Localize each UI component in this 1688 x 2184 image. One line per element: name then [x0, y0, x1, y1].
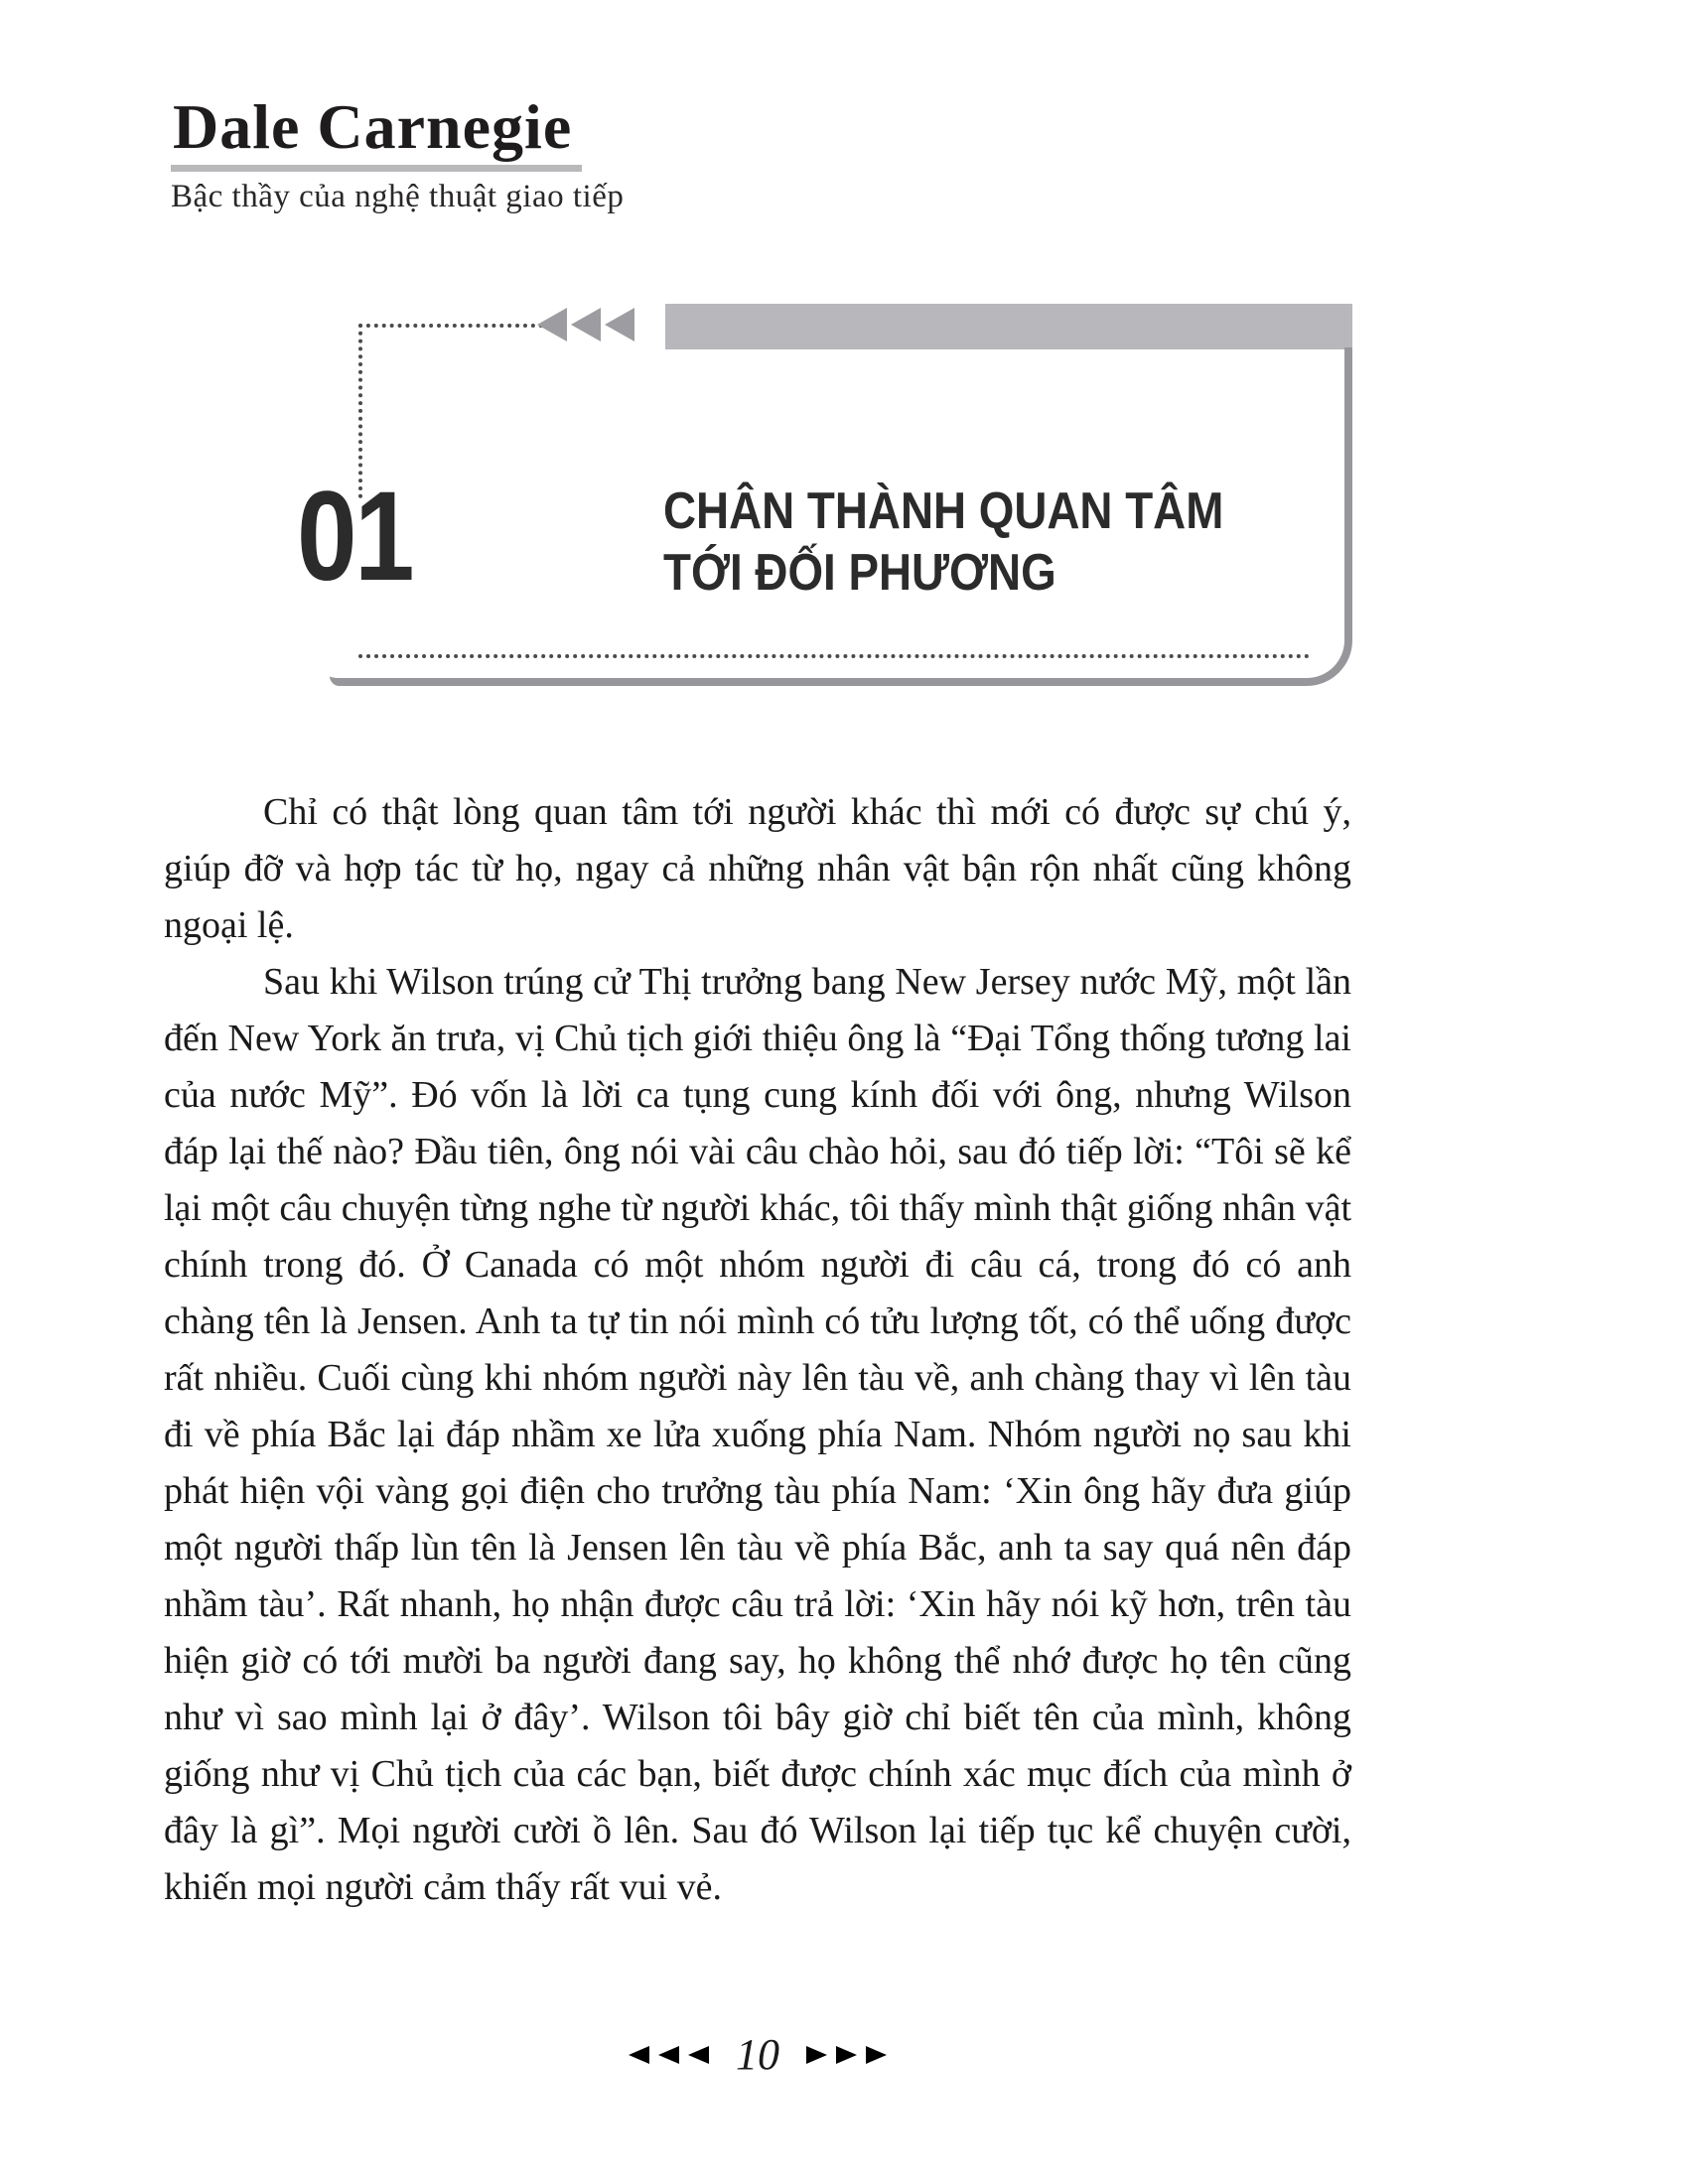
body-text — [164, 784, 1351, 1916]
chapter-header-arrows — [537, 308, 634, 341]
dotted-bottom-line — [358, 654, 1310, 658]
chapter-number: 01 — [297, 466, 412, 608]
page-footer — [164, 2030, 1351, 2079]
paragraph: Chỉ có thật lòng quan tâm tới người khác thì mới có được sự chú ý, giúp đỡ và hợp tác từ họ, ngay cả những nhân vật bận rộn nhất cũng không ngoại lệ. — [164, 791, 1351, 946]
triangle-left-icon — [537, 308, 567, 341]
triangle-left-icon — [688, 2046, 709, 2064]
paragraph: Sau khi Wilson trúng cử Thị trưởng bang New Jersey nước Mỹ, một lần đến New York ăn trưa, vị Chủ tịch giới thiệu ông là “Đại Tổng thống tương lai của nước Mỹ”. Đó vốn là lời ca tụng cung kính đối với ông, nhưng Wilson đáp lại thế nào? Đầu tiên, ông nói vài câu chào hỏi, sau đó tiếp lời: “Tôi sẽ kể lại một câu chuyện từng nghe từ người khác, tôi thấy mình thật giống nhân vật chính trong đó. Ở Canada có một nhóm người đi câu cá, trong đó có anh chàng tên là Jensen. Anh ta tự tin nói mình có tửu lượng tốt, có thể uống được rất nhiều. Cuối cùng khi nhóm người này lên tàu về, anh chàng thay vì lên tàu đi về phía Bắc lại đáp nhầm xe lửa xuống phía Nam. Nhóm người nọ sau khi phát hiện vội vàng gọi điện cho trưởng tàu phía Nam: ‘Xin ông hãy đưa giúp một người thấp lùn tên là Jensen lên tàu về phía Bắc, anh ta say quá nên đáp nhầm tàu’. Rất nhanh, họ nhận được câu trả lời: ‘Xin hãy nói kỹ hơn, trên tàu hiện giờ có tới mười ba người đang say, họ không thể nhớ được họ tên cũng như vì sao mình lại ở đây’. Wilson tôi bây giờ chỉ biết tên của mình, không giống như vị Chủ tịch của các bạn, biết được chính xác mục đích của mình ở đây là gì”. Mọi người cười ồ lên. Sau đó Wilson lại tiếp tục kể chuyện cười, khiến mọi người cảm thấy rất vui vẻ. — [164, 961, 1351, 1908]
triangle-left-icon — [629, 2046, 649, 2064]
triangle-left-icon — [571, 308, 601, 341]
brand-block — [171, 91, 625, 215]
triangle-right-icon — [866, 2046, 887, 2064]
chapter-header-bar — [665, 304, 1352, 349]
chapter-title-line1: CHÂN THÀNH QUAN TÂM — [663, 482, 1224, 540]
brand-title: Dale Carnegie — [171, 95, 582, 172]
triangle-right-icon — [806, 2046, 827, 2064]
triangle-right-icon — [836, 2046, 857, 2064]
brand-tagline: Bậc thầy của nghệ thuật giao tiếp — [171, 179, 625, 214]
triangle-left-icon — [605, 308, 634, 341]
chapter-title — [663, 480, 1223, 604]
chapter-title-line2: TỚI ĐỐI PHƯƠNG — [663, 544, 1056, 602]
next-page-nav[interactable] — [806, 2046, 887, 2064]
page-number: 10 — [736, 2030, 779, 2079]
triangle-left-icon — [658, 2046, 679, 2064]
prev-page-nav[interactable] — [629, 2046, 709, 2064]
